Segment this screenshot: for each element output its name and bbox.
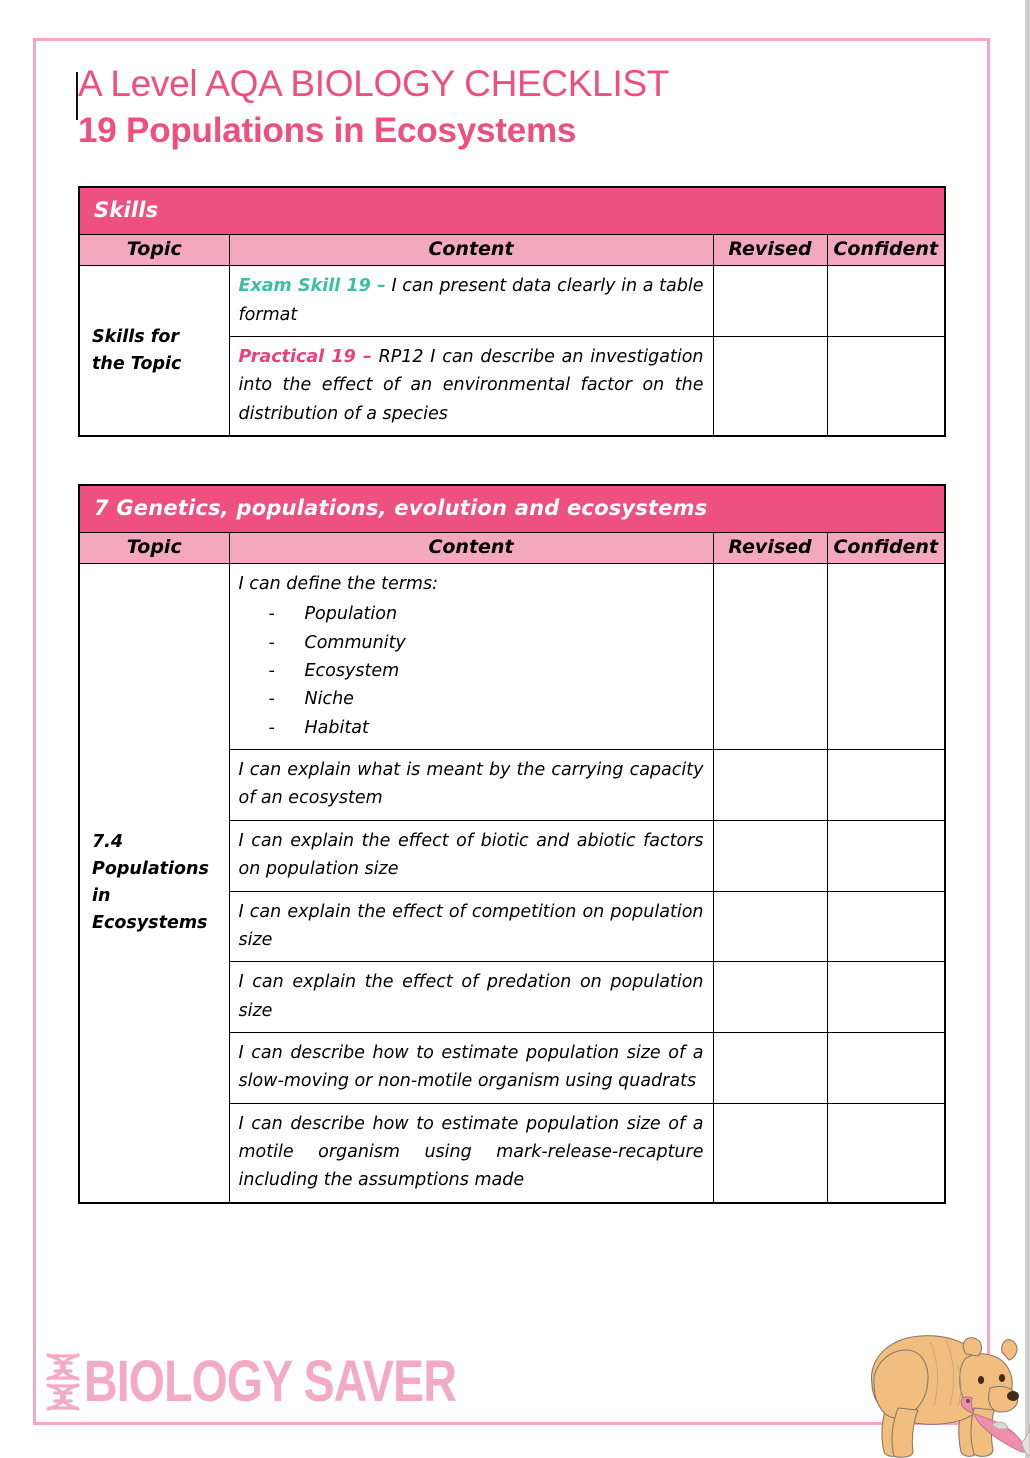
revised-checkbox-cell[interactable] — [713, 750, 827, 821]
skills-banner-label: Skills — [79, 187, 945, 235]
confident-checkbox-cell[interactable] — [827, 337, 945, 437]
column-header-topic: Topic — [79, 533, 229, 564]
skills-topic-label: Skills for the Topic — [79, 266, 229, 436]
spec-content-cell: I can explain the effect of biotic and abiotic factors on population size — [229, 820, 713, 891]
list-item: - Community — [269, 629, 704, 657]
skills-table — [78, 186, 946, 437]
spec-banner-label: 7 Genetics, populations, evolution and ecosystems — [79, 485, 945, 533]
spec-column-header-row — [79, 533, 945, 564]
spec-content-cell — [229, 564, 713, 750]
bear-nose — [1007, 1391, 1019, 1401]
spec-content-cell: I can explain the effect of competition on population size — [229, 891, 713, 962]
column-header-revised: Revised — [713, 533, 827, 564]
column-header-content: Content — [229, 235, 713, 266]
document-content — [78, 62, 944, 1204]
confident-checkbox-cell[interactable] — [827, 750, 945, 821]
confident-checkbox-cell[interactable] — [827, 962, 945, 1033]
revised-checkbox-cell[interactable] — [713, 962, 827, 1033]
spec-table — [78, 484, 946, 1204]
revised-checkbox-cell[interactable] — [713, 891, 827, 962]
spec-content-text: I can define the terms: — [238, 574, 438, 595]
document-title: A Level AQA BIOLOGY CHECKLIST — [78, 63, 670, 104]
column-header-confident: Confident — [827, 235, 945, 266]
table-row — [79, 266, 945, 337]
confident-checkbox-cell[interactable] — [827, 891, 945, 962]
confident-checkbox-cell[interactable] — [827, 266, 945, 337]
list-item: - Ecosystem — [269, 657, 704, 685]
page-edge — [1025, 0, 1030, 1458]
spec-content-cell: I can explain the effect of predation on population size — [229, 962, 713, 1033]
spec-content-cell: I can describe how to estimate population size of a slow-moving or non-motile organism using quadrats — [229, 1032, 713, 1103]
brand-logo-text: BIOLOGY SAVER — [84, 1349, 457, 1414]
confident-checkbox-cell[interactable] — [827, 564, 945, 750]
revised-checkbox-cell[interactable] — [713, 337, 827, 437]
brand-logo — [40, 1351, 549, 1413]
skills-content-text: I can present data clearly in a table format — [238, 276, 704, 325]
column-header-confident: Confident — [827, 533, 945, 564]
skills-content-cell — [229, 266, 713, 337]
column-header-topic: Topic — [79, 235, 229, 266]
skills-column-header-row — [79, 235, 945, 266]
skills-banner-row — [79, 187, 945, 235]
bear-eye-left — [978, 1376, 984, 1384]
confident-checkbox-cell[interactable] — [827, 1032, 945, 1103]
dna-helix-icon — [40, 1351, 86, 1413]
practical-label: Practical 19 – — [238, 347, 372, 368]
skills-content-text: RP12 I can describe an investigation into the effect of an environmental factor on the distribution of a species — [238, 347, 704, 424]
table-row — [79, 564, 945, 750]
spec-topic-text: 7.4 Populations in Ecosystems — [92, 831, 209, 933]
revised-checkbox-cell[interactable] — [713, 564, 827, 750]
spec-content-cell: I can describe how to estimate population size of a motile organism using mark-release-recapture including the assumptions made — [229, 1103, 713, 1203]
list-item: - Population — [269, 600, 704, 628]
revised-checkbox-cell[interactable] — [713, 820, 827, 891]
confident-checkbox-cell[interactable] — [827, 820, 945, 891]
revised-checkbox-cell[interactable] — [713, 266, 827, 337]
document-subtitle: 19 Populations in Ecosystems — [78, 110, 577, 150]
bear-eye-right — [999, 1374, 1005, 1382]
spec-topic-label — [79, 564, 229, 1203]
term-list — [269, 600, 704, 742]
column-header-revised: Revised — [713, 235, 827, 266]
spec-banner-row — [79, 485, 945, 533]
exam-skill-label: Exam Skill 19 – — [238, 276, 386, 297]
revised-checkbox-cell[interactable] — [713, 1032, 827, 1103]
bear-with-fish-illustration — [854, 1306, 1030, 1458]
confident-checkbox-cell[interactable] — [827, 1103, 945, 1203]
revised-checkbox-cell[interactable] — [713, 1103, 827, 1203]
skills-content-cell — [229, 337, 713, 437]
spec-content-cell: I can explain what is meant by the carrying capacity of an ecosystem — [229, 750, 713, 821]
column-header-content: Content — [229, 533, 713, 564]
list-item: - Niche — [269, 685, 704, 713]
list-item: - Habitat — [269, 714, 704, 742]
